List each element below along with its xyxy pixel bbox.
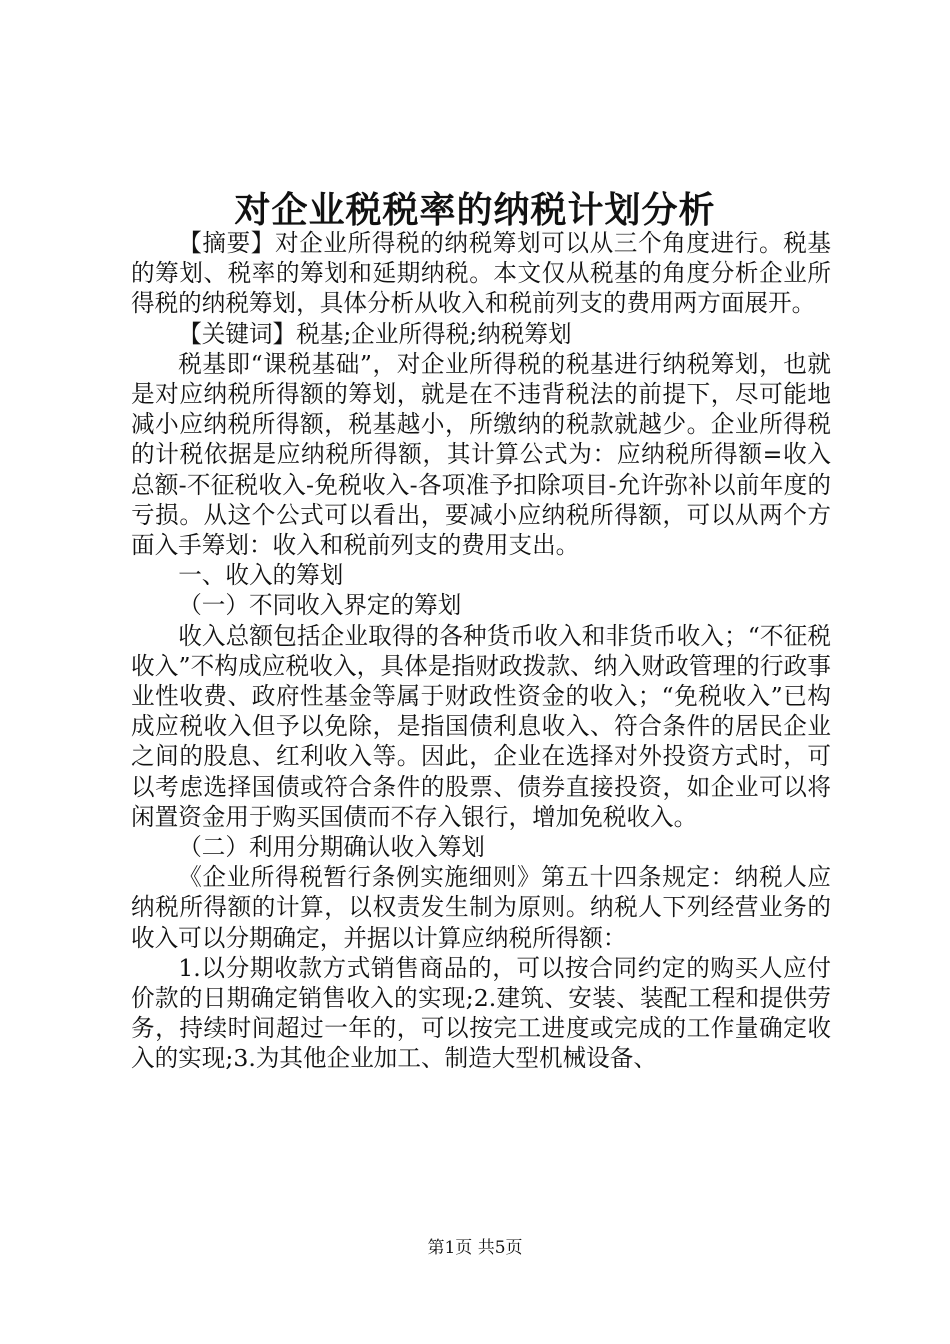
- keywords-paragraph: 【关键词】税基;企业所得税;纳税筹划: [178, 319, 572, 348]
- body-paragraph: 1.以分期收款方式销售商品的，可以按合同约定的购买人应付价款的日期确定销售收入的实现;2.建筑、安装、装配工程和提供劳务，持续时间超过一年的，可以按完工进度或完成的工作量确定收入的实现;3.为其他企业加工、制造大型机械设备、: [131, 953, 831, 1073]
- section-heading: 一、收入的筹划: [178, 561, 344, 590]
- body-paragraph: 收入总额包括企业取得的各种货币收入和非货币收入；“不征税收入”不构成应税收入，具体是指财政拨款、纳入财政管理的行政事业性收费、政府性基金等属于财政性资金的收入；“免税收入”已构成应税收入但予以免除，是指国债利息收入、符合条件的居民企业之间的股息、红利收入等。因此，企业在选择对外投资方式时，可以考虑选择国债或符合条件的股票、债券直接投资，如企业可以将闲置资金用于购买国债而不存入银行，增加免税收入。: [131, 621, 831, 831]
- body-paragraph: 税基即“课税基础”，对企业所得税的税基进行纳税筹划，也就是对应纳税所得额的筹划，就是在不违背税法的前提下，尽可能地减小应纳税所得额，税基越小，所缴纳的税款就越少。企业所得税的计税依据是应纳税所得额，其计算公式为：应纳税所得额=收入总额-不征税收入-免税收入-各项准予扣除项目-允许弥补以前年度的亏损。从这个公式可以看出，要减小应纳税所得额，可以从两个方面入手筹划：收入和税前列支的费用支出。: [131, 349, 831, 560]
- subsection-heading: （一）不同收入界定的筹划: [178, 591, 462, 620]
- page-footer: 第1页 共5页: [427, 1238, 523, 1258]
- subsection-heading: （二）利用分期确认收入筹划: [178, 833, 485, 862]
- abstract-paragraph: 【摘要】对企业所得税的纳税筹划可以从三个角度进行。税基的筹划、税率的筹划和延期纳税。本文仅从税基的角度分析企业所得税的纳税筹划，具体分析从收入和税前列支的费用两方面展开。: [131, 229, 831, 318]
- body-paragraph: 《企业所得税暂行条例实施细则》第五十四条规定：纳税人应纳税所得额的计算，以权责发生制为原则。纳税人下列经营业务的收入可以分期确定，并据以计算应纳税所得额：: [131, 863, 831, 952]
- document-body: [131, 228, 831, 1074]
- document-title: 对企业税税率的纳税计划分析: [234, 189, 716, 231]
